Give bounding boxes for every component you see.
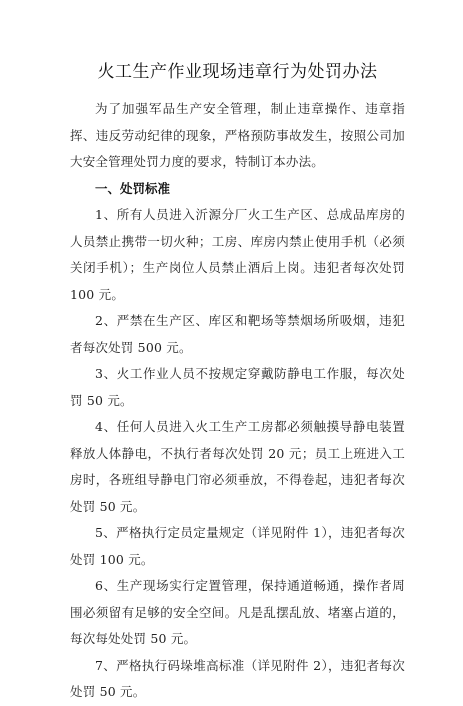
document-title: 火工生产作业现场违章行为处罚办法 (97, 62, 378, 82)
rule-item-6: 6、生产现场实行定置管理，保持通道畅通，操作者周围必须留有足够的安全空间。凡是乱摆乱放、堵塞占道的，每次每处处罚 50 元。 (70, 578, 405, 646)
rule-item-5: 5、严格执行定员定量规定（详见附件 1），违犯者每次处罚 100 元。 (70, 525, 405, 567)
rule-item-3: 3、火工作业人员不按规定穿戴防静电工作服，每次处罚 50 元。 (70, 366, 405, 408)
rule-item-7: 7、严格执行码垛堆高标准（详见附件 2），违犯者每次处罚 50 元。 (70, 657, 405, 699)
intro-paragraph: 为了加强军品生产安全管理，制止违章操作、违章指挥、违反劳动纪律的现象，严格预防事故发生，按照公司加大安全管理处罚力度的要求，特制订本办法。 (70, 101, 405, 169)
section-heading: 一、处罚标准 (95, 180, 171, 196)
rule-item-4: 4、任何人员进入火工生产工房都必须触摸导静电装置释放人体静电，不执行者每次处罚 20 元；员工上班进入工房时，各班组导静电门帘必须垂放，不得卷起，违犯者每次处罚 50 元。 (70, 419, 405, 514)
rule-item-1: 1、所有人员进入沂源分厂火工生产区、总成品库房的人员禁止携带一切火种；工房、库房内禁止使用手机（必须关闭手机）；生产岗位人员禁止酒后上岗。违犯者每次处罚 100 元。 (70, 207, 405, 302)
rule-item-2: 2、严禁在生产区、库区和靶场等禁烟场所吸烟，违犯者每次处罚 500 元。 (70, 313, 405, 355)
